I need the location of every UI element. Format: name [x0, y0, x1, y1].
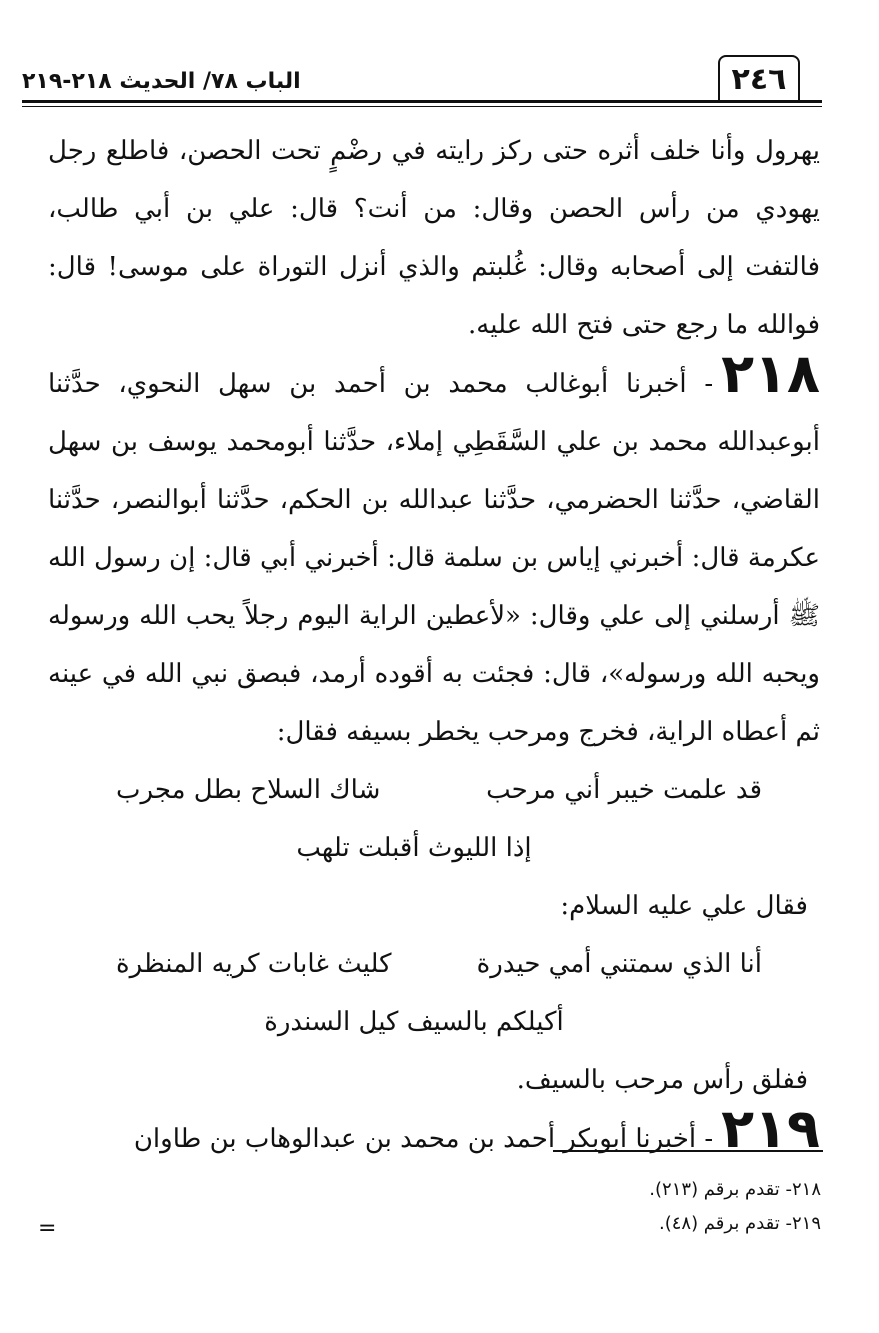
footnote-218: ٢١٨- تقدم برقم (٢١٣). [649, 1179, 821, 1200]
verse-2-line-1 [48, 935, 820, 993]
ali-said: فقال علي عليه السلام: [560, 891, 808, 921]
hadith-219 [48, 1097, 820, 1168]
hadith-number-219: ٢١٩ [721, 1097, 820, 1160]
verse-2-line-2: أكيلكم بالسيف كيل السندرة [264, 1007, 564, 1037]
hadith-number-218: ٢١٨ [721, 342, 820, 405]
hadith-219-text: - أخبرنا أبوبكر أحمد بن محمد بن عبدالوهاب بن طاوان [133, 1124, 714, 1154]
page-number: ٢٤٦ [718, 55, 800, 103]
running-title: الباب ٧٨/ الحديث ٢١٨-٢١٩ [22, 69, 301, 94]
conclusion: ففلق رأس مرحب بالسيف. [516, 1065, 808, 1095]
footnote-rule [553, 1150, 823, 1152]
verse-1-line-1 [48, 761, 820, 819]
page-body [48, 122, 820, 1168]
hadith-218 [48, 342, 820, 761]
hadith-218-text: - أخبرنا أبوغالب محمد بن أحمد بن سهل النحوي، حدَّثنا أبوعبدالله محمد بن علي السَّقَطِي إملاء، حدَّثنا أبومحمد يوسف بن سهل القاضي، حدَّثنا الحضرمي، حدَّثنا عبدالله بن الحكم، حدَّثنا أبوالنصر، حدَّثنا عكرمة قال: أخبرني إياس بن سلمة قال: أخبرني أبي قال: إن رسول الله ﷺ أرسلني إلى علي وقال: «لأعطين الراية اليوم رجلاً يحب الله ورسوله ويحبه الله ورسوله»، قال: فجئت به أقوده أرمد، فبصق نبي الله في عينه ثم أعطاه الراية، فخرج ومرحب يخطر بسيفه فقال: [48, 369, 820, 747]
header-rule-thin [22, 106, 822, 107]
page-header [22, 55, 822, 113]
verse-1-hemistich-a: قد علمت خيبر أني مرحب [486, 775, 762, 805]
continued-paragraph: يهرول وأنا خلف أثره حتى ركز رايته في رضْمٍ تحت الحصن، فاطلع رجل يهودي من رأس الحصن وقال: من أنت؟ قال: علي بن أبي طالب، فالتفت إلى أصحابه وقال: غُلبتم والذي أنزل التوراة على موسى! قال: فوالله ما رجع حتى فتح الله عليه. [48, 136, 820, 340]
verse-2-hemistich-b: كليث غابات كريه المنظرة [116, 949, 392, 979]
footnotes [649, 1173, 821, 1241]
verse-1-line-2: إذا الليوث أقبلت تلهب [296, 833, 532, 863]
footnote-219: ٢١٩- تقدم برقم (٤٨). [658, 1213, 821, 1234]
header-rule [22, 100, 822, 103]
continuation-mark: = [38, 1216, 57, 1241]
verse-1-hemistich-b: شاك السلاح بطل مجرب [116, 775, 381, 805]
verse-2-hemistich-a: أنا الذي سمتني أمي حيدرة [476, 949, 762, 979]
